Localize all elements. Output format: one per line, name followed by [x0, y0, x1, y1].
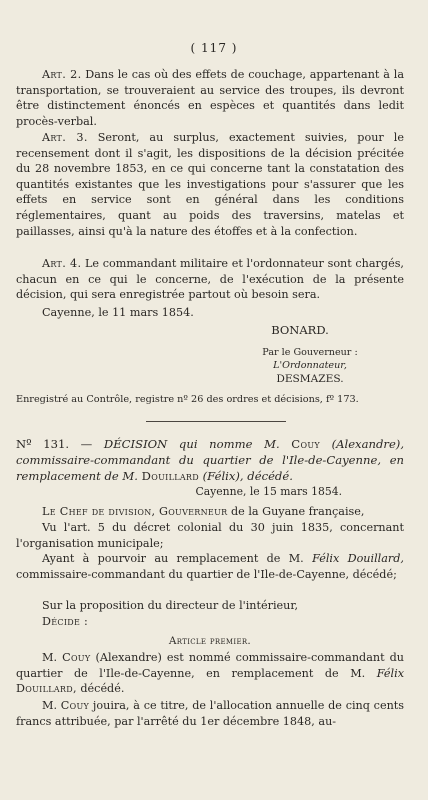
article-4-text: Le commandant militaire et l'ordonnateur sont chargés, chacun en ce qui le concerne, de l'exécution de la présente décision, qui sera enregistrée partout où besoin sera.: [16, 257, 404, 302]
decision-number: Nº 131. —: [16, 437, 93, 451]
chef-title: Le Chef de division,: [42, 505, 156, 518]
decision-line-2: commissaire-commandant du quartier de l'Ile-de-Cayenne,: [16, 453, 382, 467]
article-2: [16, 67, 404, 129]
m1-c: décédé.: [80, 682, 125, 696]
gouverneur-title: Gouverneur: [158, 505, 228, 518]
date-2: Cayenne, le 15 mars 1854.: [195, 485, 342, 498]
date-line-2: [16, 484, 404, 500]
enregistre-line: Enregistré au Contrôle, registre nº 26 des ordres et décisions, fº 173.: [16, 394, 359, 405]
ordonnateur-block: [230, 346, 390, 386]
decision-heading: [16, 436, 404, 484]
enregistre-block: [16, 392, 404, 408]
decision-line-3-name: Douillard: [141, 469, 199, 483]
date-1: Cayenne, le 11 mars 1854.: [42, 306, 194, 319]
m1-a: M.: [42, 651, 58, 664]
signature-desmazes: DESMAZES.: [276, 373, 344, 385]
m1-name-2: Douillard,: [16, 682, 77, 696]
ayant-name: Félix Douillard,: [312, 552, 404, 565]
decide-line: [16, 614, 404, 630]
vu-paragraph: [16, 520, 404, 551]
decision-line-3b: (Félix), décédé.: [202, 469, 293, 483]
ayant-text-a: Ayant à pourvoir au remplacement de M.: [42, 552, 304, 565]
ayant-text-b: commissaire-commandant du quartier de l'Ile-de-Cayenne, décédé;: [16, 567, 397, 581]
m1-italic: Félix: [376, 666, 405, 680]
decision-name-paren: (Alexandre),: [331, 437, 405, 451]
signature-bonard-block: [230, 323, 370, 339]
article-4: [16, 256, 404, 303]
decision-line-3a: en remplacement de M.: [16, 453, 405, 483]
article-3: [16, 130, 404, 239]
sur-text: Sur la proposition du directeur de l'intérieur,: [42, 599, 299, 612]
m2-b: jouira, à ce titre, de l'allocation annuelle de cinq cents francs attribuée, par l'arrêté du 1er décembre 1848, au-: [16, 699, 405, 728]
par-le-gouverneur: Par le Gouverneur :: [262, 347, 358, 358]
m1-paragraph: [16, 650, 404, 697]
article-2-text: Dans le cas où des effets de couchage, appartenant à la transportation, se trouveraient au service des troupes, ils devront être distinctement énoncés en espèces et quantités dans ledit procès-verbal.: [16, 68, 404, 128]
vu-text: Vu l'art. 5 du décret colonial du 30 juin 1835, concernant l'organisation municipale;: [16, 521, 404, 550]
ayant-paragraph: [16, 551, 404, 582]
date-line-1: [16, 305, 404, 321]
m2-paragraph: [16, 698, 404, 729]
chef-text: de la Guyane française,: [231, 505, 365, 518]
article-premier: Article premier.: [168, 635, 252, 647]
page-number: ( 117 ): [190, 41, 238, 55]
article-4-label: Art. 4.: [42, 257, 82, 270]
m1-b: (Alexandre) est nommé commissaire-commandant du quartier de l'Ile-de-Cayenne, en remplacement de M.: [16, 651, 405, 680]
article-premier-heading: [16, 633, 404, 650]
sur-paragraph: [16, 598, 404, 614]
ordonnateur-title: L'Ordonnateur,: [273, 360, 347, 371]
chef-line: [16, 504, 404, 520]
m2-a: M.: [42, 699, 58, 712]
signature-bonard: BONARD.: [271, 323, 329, 337]
article-2-label: Art. 2.: [42, 68, 82, 81]
section-divider: [146, 421, 286, 422]
article-3-label: Art. 3.: [42, 131, 88, 144]
m1-name: Couy: [62, 651, 91, 664]
article-3-text: Seront, au surplus, exactement suivies, pour le recensement dont il s'agit, les dispositions de la décision précitée du 28 novembre 1853, en ce qui concerne tant la constatation des quantités existantes que les investigations pour s'assurer que les effets en service sont en général dans les conditions réglementaires, quant au poids des traversins, matelas et paillasses, ainsi qu'à la nature des étoffes et à la confection.: [16, 131, 405, 238]
decision-title: DÉCISION qui nomme M.: [103, 437, 280, 451]
m2-name: Couy: [60, 699, 90, 712]
decide-text: Décide :: [42, 615, 89, 628]
decision-name: Couy: [291, 437, 320, 451]
